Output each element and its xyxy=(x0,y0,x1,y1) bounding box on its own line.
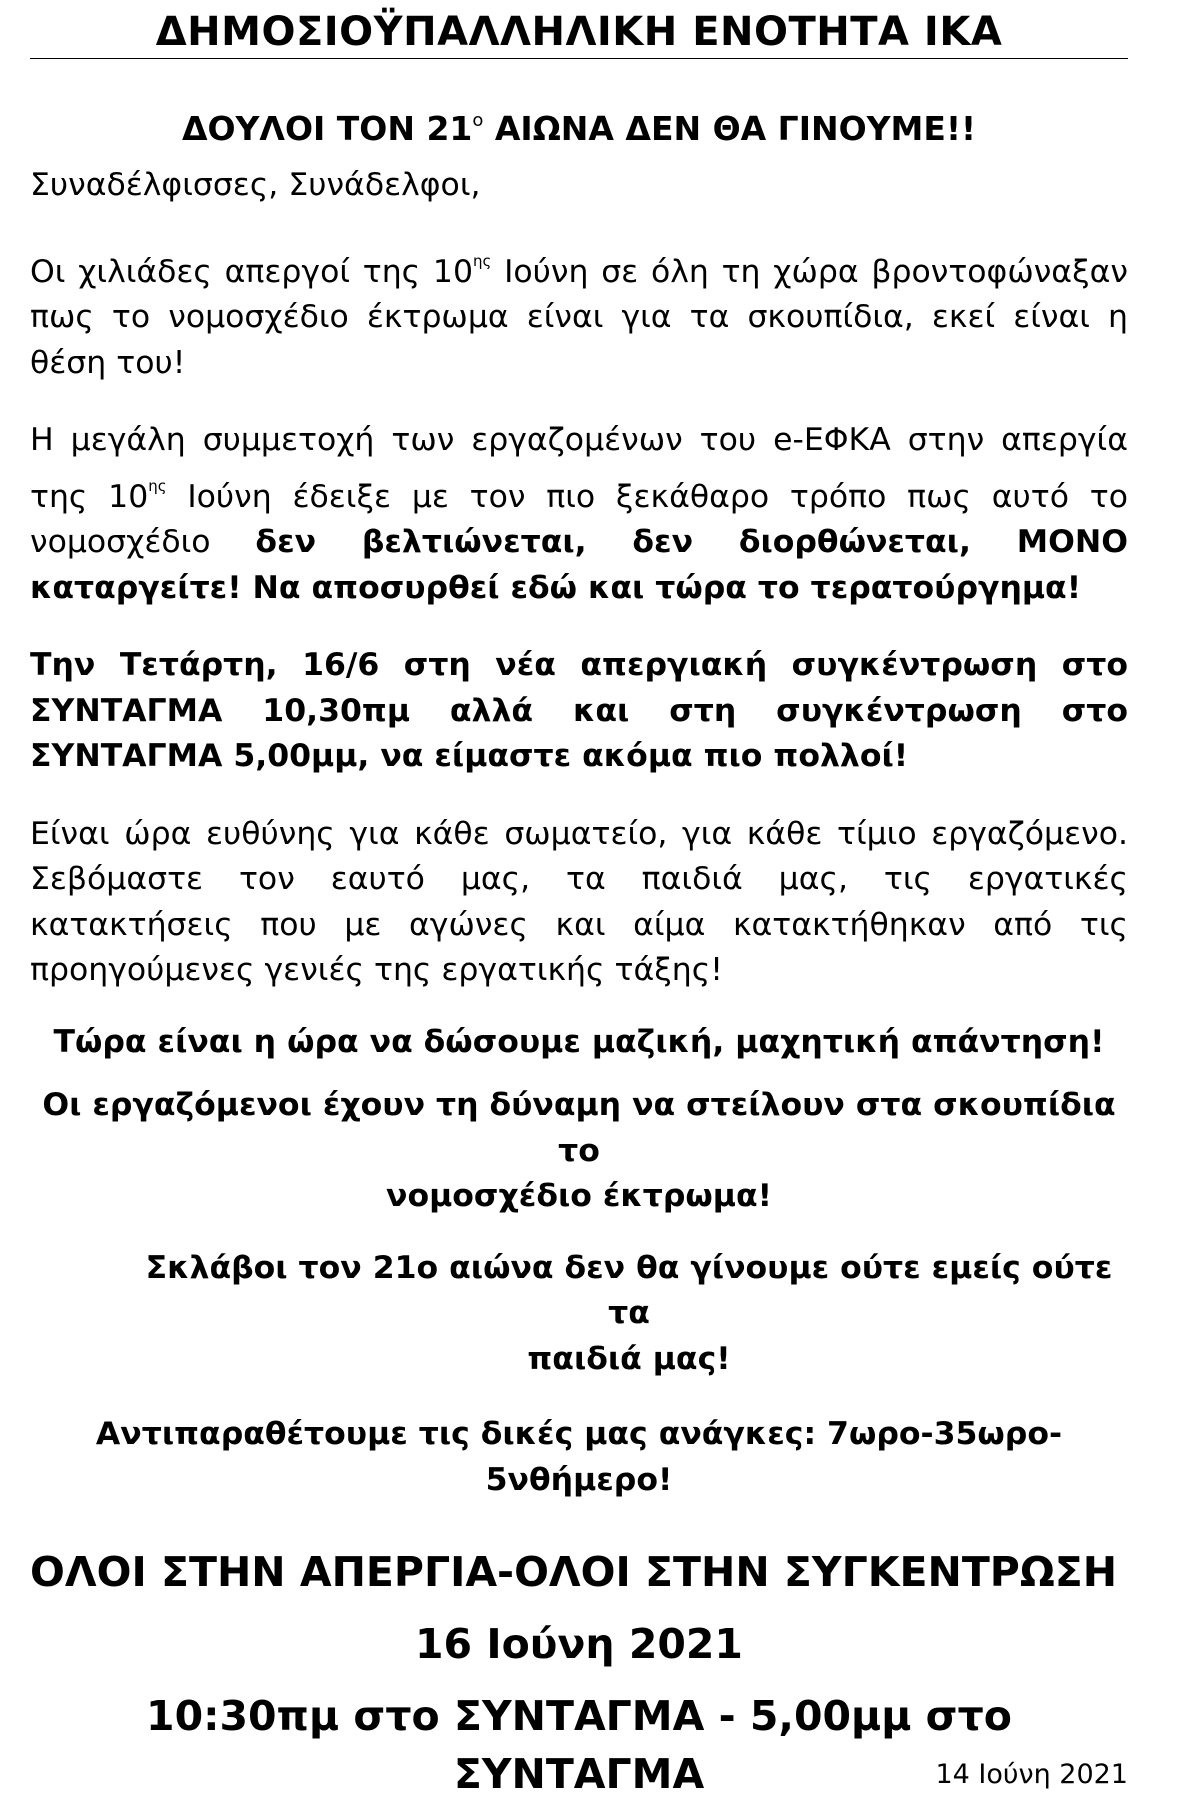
slogan-4-line-2: 5νθήμερο! xyxy=(485,1461,673,1498)
slogan-3-line-1: Σκλάβοι τον 21ο αιώνα δεν θα γίνουμε ούτε εμείς ούτε τα xyxy=(145,1249,1113,1331)
paragraph-4: Είναι ώρα ευθύνης για κάθε σωματείο, για κάθε τίμιο εργαζόμενο. Σεβόμαστε τον εαυτό μας, τα παιδιά μας, τις εργατικές κατακτήσεις που με αγώνες και αίμα κατακτήθηκαν από τις προηγούμενες γενιές της εργατικής τάξης! xyxy=(30,815,1128,988)
document-title xyxy=(30,101,1128,149)
p2-superscript: ης xyxy=(148,476,167,495)
slogan-3 xyxy=(30,1246,1128,1383)
call-line-2: 16 Ιούνη 2021 xyxy=(415,1620,743,1668)
call-line-3: 10:30πμ στο ΣΥΝΤΑΓΜΑ - 5,00μμ στο ΣΥΝΤΑΓΜΑ xyxy=(146,1692,1012,1798)
slogan-4-line-1: Αντιπαραθέτουμε τις δικές μας ανάγκες: 7ωρο-35ωρο- xyxy=(95,1416,1063,1452)
p2-text-a: Η μεγάλη συμμετοχή των εργαζομένων του e-ΕΦΚΑ στην απεργία της 10 xyxy=(30,422,1128,515)
title-part-1: ΔΟΥΛΟΙ ΤΟΝ 21 xyxy=(181,109,473,148)
p2-bold-text: δεν βελτιώνεται, δεν διορθώνεται, ΜΟΝΟ καταργείτε! Να αποσυρθεί εδώ και τώρα το τερατούργημα! xyxy=(30,524,1128,606)
slogan-3-line-2: παιδιά μας! xyxy=(527,1340,731,1377)
document-date: 14 Ιούνη 2021 xyxy=(935,1759,1128,1790)
slogan-4 xyxy=(30,1412,1128,1503)
paragraph-1 xyxy=(30,239,1128,387)
paragraph-2 xyxy=(30,418,1128,611)
greeting: Συναδέλφισσες, Συνάδελφοι, xyxy=(30,167,481,203)
p1-superscript: ης xyxy=(473,251,492,270)
organization-header: ΔΗΜΟΣΙΟΫΠΑΛΛΗΛΙΚΗ ΕΝΟΤΗΤΑ ΙΚΑ xyxy=(30,0,1128,59)
title-superscript: ο xyxy=(472,110,484,131)
p1-text-a: Οι χιλιάδες απεργοί της 10 xyxy=(30,253,474,290)
slogan-2-line-2: νομοσχέδιο έκτρωμα! xyxy=(386,1178,772,1214)
paragraph-3: Την Τετάρτη, 16/6 στη νέα απεργιακή συγκέντρωση στο ΣΥΝΤΑΓΜΑ 10,30πμ αλλά και στη συγκέντρωση στο ΣΥΝΤΑΓΜΑ 5,00μμ, να είμαστε ακόμα πιο πολλοί! xyxy=(30,647,1128,774)
p2-text-b: Ιούνη έδειξε με τον πιο ξεκάθαρο τρόπο πως αυτό το νομοσχέδιο xyxy=(30,478,1129,560)
p1-text-b: Ιούνη σε όλη τη χώρα βροντοφώναξαν πως το νομοσχέδιο έκτρωμα είναι για τα σκουπίδια, εκεί είναι η θέση του! xyxy=(30,253,1128,381)
slogan-2-line-1: Οι εργαζόμενοι έχουν τη δύναμη να στείλουν στα σκουπίδια το xyxy=(42,1087,1116,1169)
title-part-2: ΑΙΩΝΑ ΔΕΝ ΘΑ ΓΙΝΟΥΜΕ!! xyxy=(483,109,977,148)
slogan-1: Τώρα είναι η ώρα να δώσουμε μαζική, μαχητική απάντηση! xyxy=(53,1023,1105,1060)
call-line-1: ΟΛΟΙ ΣΤΗΝ ΑΠΕΡΓΙΑ-ΟΛΟΙ ΣΤΗΝ ΣΥΓΚΕΝΤΡΩΣΗ xyxy=(30,1548,1118,1596)
slogan-2 xyxy=(30,1083,1128,1220)
